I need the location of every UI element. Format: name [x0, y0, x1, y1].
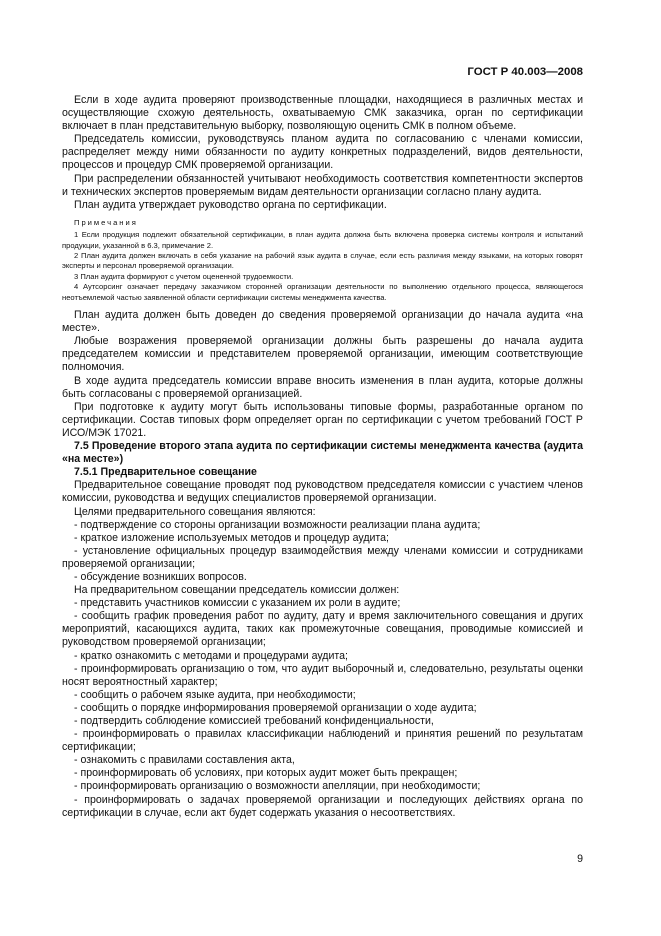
list-item: - кратко ознакомить с методами и процедурами аудита; [74, 649, 348, 662]
list-item: - проинформировать об условиях, при которых аудит может быть прекращен; [74, 767, 458, 780]
note-item: 3 План аудита формируют с учетом оцененной трудоемкости. [74, 271, 294, 281]
list-item: - представить участников комиссии с указанием их роли в аудите; [74, 597, 401, 610]
list-item: - подтверждение со стороны организации возможности реализации плана аудита; [74, 518, 481, 531]
list-item: - сообщить график проведения работ по аудиту, дату и время заключительного совещания и других мероприятий, касающихся аудита, таких как промежуточные совещания, проводимые комиссией и руководством проверяемой организации; [62, 610, 583, 649]
paragraph: Любые возражения проверяемой организации должны быть разрешены до начала аудита председателем комиссии и представителем проверяемой организации, имеющим соответствующие полномочия. [62, 335, 583, 374]
notes-block [62, 218, 583, 303]
list-item: - проинформировать организацию о возможности апелляции, при необходимости; [74, 780, 481, 793]
document-code-header: ГОСТ Р 40.003—2008 [467, 66, 583, 78]
list-item: - ознакомить с правилами составления акта, [74, 754, 295, 767]
list-item: - проинформировать организацию о том, что аудит выборочный и, следовательно, результаты оценки носят вероятностный характер; [62, 662, 583, 688]
paragraph: План аудита должен быть доведен до сведения проверяемой организации до начала аудита «на месте». [62, 309, 583, 335]
list-item: - проинформировать о задачах проверяемой организации и последующих действиях органа по сертификации в случае, если акт будет содержать указания о несоответствиях. [62, 793, 583, 819]
page-number: 9 [577, 853, 583, 865]
list-item: - сообщить о порядке информирования проверяемой организации о ходе аудита; [74, 701, 477, 714]
paragraph: Председатель комиссии, руководствуясь планом аудита по согласованию с членами комиссии, распределяет между ними обязанности по аудиту конкретных подразделений, видов деятельности, процессов и процедур СМК проверяемой организации. [62, 133, 583, 172]
list-item: - подтвердить соблюдение комиссией требований конфиденциальности, [74, 715, 434, 727]
paragraph: При распределении обязанностей учитывают необходимость соответствия компетентности экспертов и технических экспертов проверяемым видам деятельности организации согласно плану аудита. [62, 172, 583, 198]
note-item: 1 Если продукция подлежит обязательной сертификации, в план аудита должна быть включена проверка системы контроля и испытаний продукции, указанной в 6.3, примечание 2. [62, 230, 583, 250]
list-title: На предварительном совещании председатель комиссии должен: [74, 584, 400, 597]
list-item: - обсуждение возникших вопросов. [74, 570, 247, 583]
paragraph: При подготовке к аудиту могут быть использованы типовые формы, разработанные органом по сертификации. Состав типовых форм определяет орган по сертификации с учетом требований ГОСТ Р ИСО/МЭК 17021. [62, 400, 583, 439]
list-item: - проинформировать о правилах классификации наблюдений и принятия решений по результатам сертификации; [62, 728, 583, 754]
subsection-heading: 7.5.1 Предварительное совещание [74, 466, 257, 479]
paragraph: План аудита утверждает руководство органа по сертификации. [74, 198, 387, 211]
list-item: - установление официальных процедур взаимодействия между членами комиссии и сотрудниками проверяемой организации; [62, 544, 583, 570]
notes-title: Примечания [74, 217, 138, 227]
paragraph: Если в ходе аудита проверяют производственные площадки, находящиеся в различных местах и осуществляющие схожую деятельность, охватываемую СМК заказчика, орган по сертификации включает в план представительную выборку, позволяющую оценить СМК в полном объеме. [62, 94, 583, 133]
section-heading: 7.5 Проведение второго этапа аудита по сертификации системы менеджмента качества (аудита «на месте») [62, 440, 583, 466]
list-title: Целями предварительного совещания являются: [74, 505, 316, 518]
note-item: 2 План аудита должен включать в себя указание на рабочий язык аудита в случае, если есть различия между языками, на которых говорят эксперты и персонал проверяемой организации. [62, 251, 583, 271]
list-item: - сообщить о рабочем языке аудита, при необходимости; [74, 688, 356, 701]
note-item: 4 Аутсорсинг означает передачу заказчиком сторонней организации деятельности по выполнению отдельного процесса, являющегося неотъемлемой частью заявленной области сертификации системы менеджмента качества. [62, 282, 583, 302]
page-content [62, 94, 583, 820]
list-item: - краткое изложение используемых методов и процедур аудита; [74, 531, 389, 544]
paragraph: Предварительное совещание проводят под руководством председателя комиссии с участием членов комиссии, руководства и ведущих специалистов проверяемой организации. [62, 479, 583, 505]
paragraph: В ходе аудита председатель комиссии вправе вносить изменения в план аудита, которые должны быть согласованы с проверяемой организацией. [62, 374, 583, 400]
